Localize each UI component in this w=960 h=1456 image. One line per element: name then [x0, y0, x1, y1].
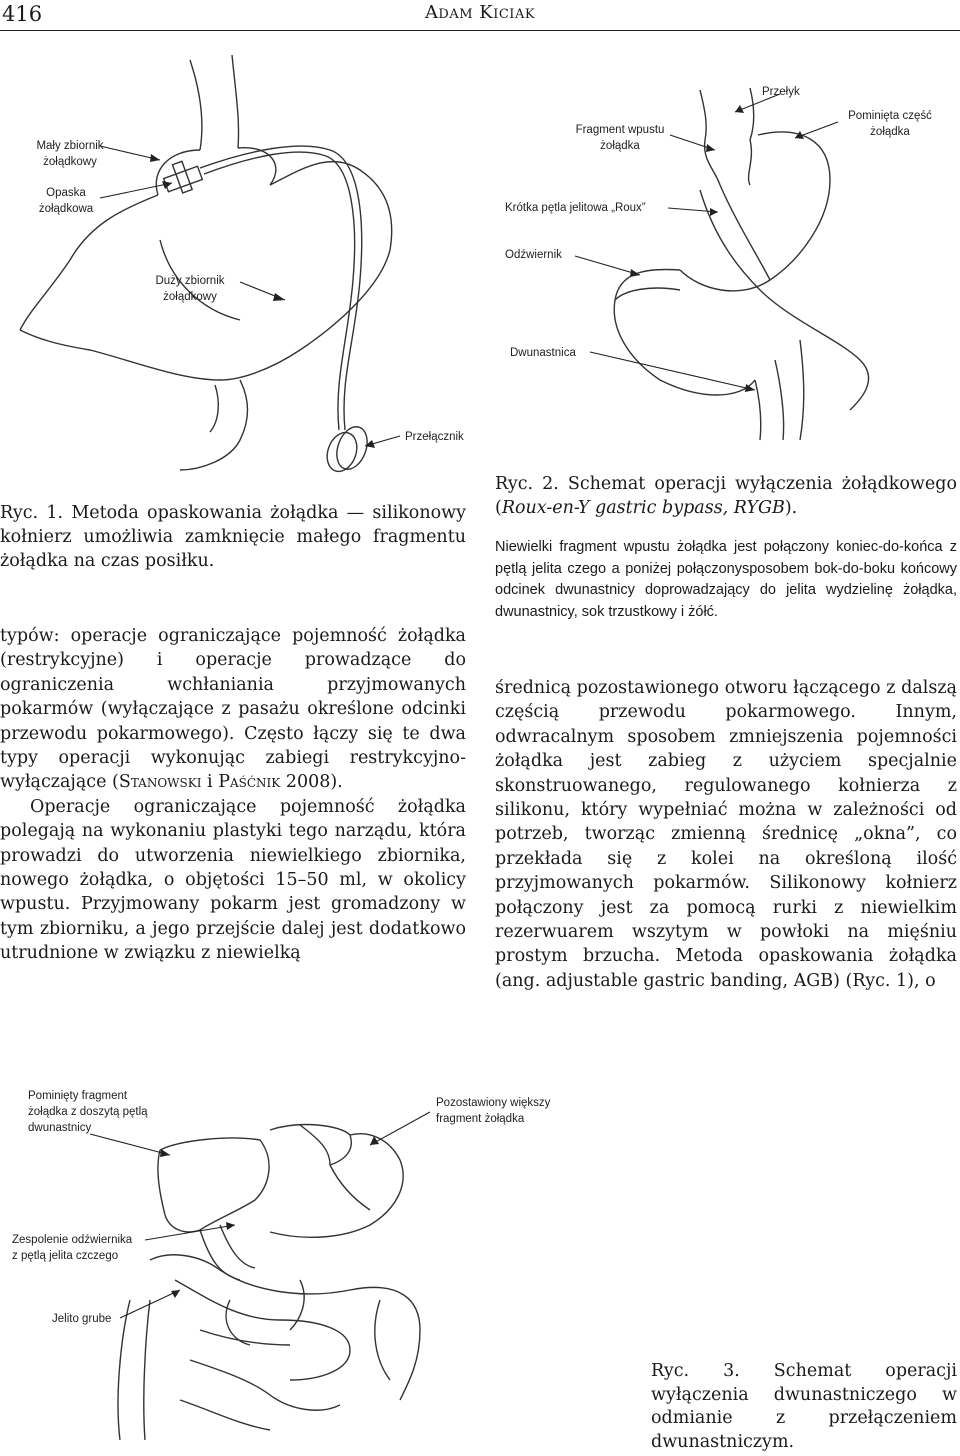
figure2-caption: Ryc. 2. Schemat operacji wyłączenia żołądkowego (Roux-en-Y gastric bypass, RYGB).	[495, 474, 957, 518]
label-small-pouch: Mały zbiornik żołądkowy	[36, 140, 104, 168]
right-paragraph-1: średnicą pozostawionego otworu łączącego z dalszą częścią przewodu pokarmowego. Innym, odwracalnym sposobem zmniejszenia pojemności żołądka jest zabieg z użyciem specjalnie skonstruowanego, regulowanego kołnierza z silikonu, który wypełniać można w zależności od potrzeb, tworząc zmienną średnicę „okna”, co przekłada się z kolei na określoną ilość przyjmowanych pokarmów. Silikonowy kołnierz połączony jest za pomocą rurki z niewielkim rezerwuarem wszytym w powłoki na mięśniu prostym brzucha. Metoda opaskowania żołądka (ang. adjustable gastric banding, AGB) (Ryc. 1), o	[495, 678, 957, 991]
label-band: Opaska żołądkowa	[38, 187, 94, 215]
label-remaining-stomach: Pozostawiony większy fragment żołądka	[436, 1097, 551, 1125]
label-excluded-fragment: Pominięty fragment żołądka z doszytą pętlą dwunastnicy	[28, 1090, 148, 1134]
label-esophagus: Przełyk	[762, 86, 800, 98]
label-anastomosis: Zespolenie odźwiernika z pętlą jelita czczego	[12, 1234, 133, 1262]
label-large-pouch: Duży zbiornik żołądkowy	[155, 275, 225, 303]
left-paragraph-1: typów: operacje ograniczające pojemność żołądka (restrykcyjne) i operacje prowadzące do ograniczenia wchłaniania przyjmowanych pokarmów (wyłączające z pasażu określone odcinki przewodu pokarmowego). Często łączy się te dwa typy operacji wykonując zabiegi restrykcyjno-wyłączające (Stanowski i Paśćnik 2008).	[0, 626, 466, 793]
label-inlet: Fragment wpustu żołądka	[575, 124, 665, 152]
figure3-caption: Ryc. 3. Schemat operacji wyłączenia dwunastniczego w odmianie z przełączeniem dwunastniczym.	[651, 1361, 957, 1452]
page-number: 416	[2, 2, 43, 26]
left-column-text	[0, 624, 466, 966]
label-roux-loop: Krótka pętla jelitowa „Roux”	[505, 202, 646, 214]
label-duodenum: Dwunastnica	[510, 347, 576, 359]
right-column-text	[495, 676, 957, 993]
label-port: Przełącznik	[405, 431, 464, 443]
label-pylorus: Odźwiernik	[505, 249, 562, 261]
running-header-author: Adam Kiciak	[424, 2, 536, 23]
figure1-caption: Ryc. 1. Metoda opaskowania żołądka — silikonowy kołnierz umożliwia zamknięcie małego fragmentu żołądka na czas posiłku.	[0, 503, 466, 571]
label-colon: Jelito grube	[52, 1313, 112, 1325]
figure2-description: Niewielki fragment wpustu żołądka jest połączony koniec-do-końca z pętlą jelita czego a poniżej połączonysposobem bok-do-boku końcowy odcinek dwunastnicy doprowadzający do jelita wydzielinę żołądka, dwunastnicy, sok trzustkowy i żółć.	[495, 539, 957, 620]
left-paragraph-2: Operacje ograniczające pojemność żołądka polegają na wykonaniu plastyki tego narządu, która prowadzi do utworzenia niewielkiego zbiornika, nowego żołądka, o objętości 15–50 ml, w okolicy wpustu. Przyjmowany pokarm jest gromadzony w tym zbiorniku, a jego przejście dalej jest dodatkowo utrudnione w związku z niewielką	[0, 796, 466, 964]
label-bypassed-stomach: Pominięta część żołądka	[848, 110, 932, 138]
